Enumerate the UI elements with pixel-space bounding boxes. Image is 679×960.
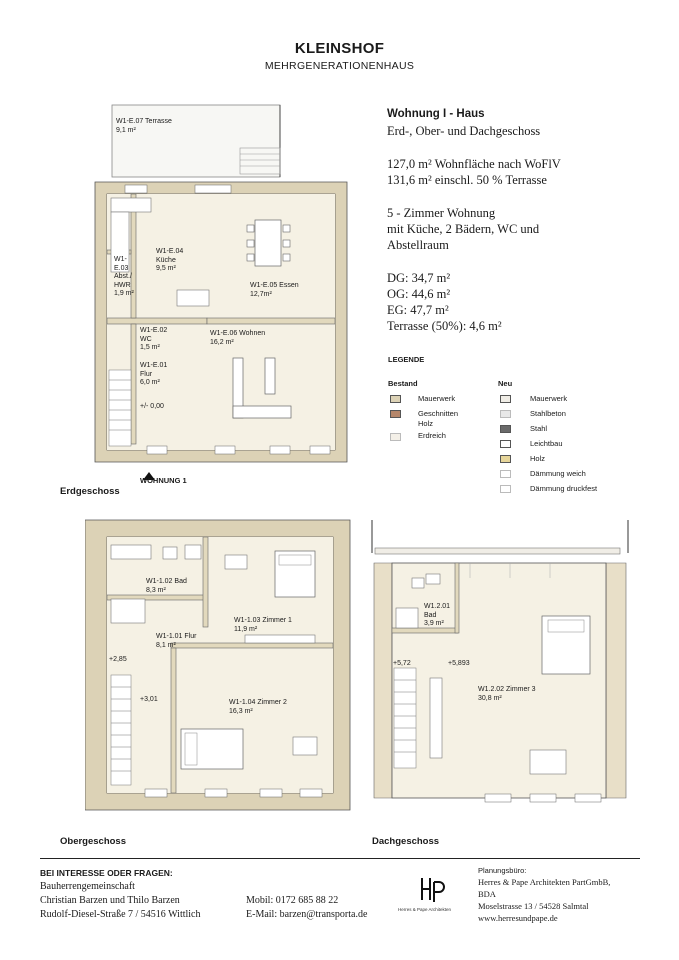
office-website[interactable]: www.herresundpape.de [478, 913, 558, 923]
legend-swatch-daemmung-weich [500, 470, 511, 478]
rooms-line-1: 5 - Zimmer Wohnung [387, 206, 496, 220]
legend-title: LEGENDE [388, 355, 425, 364]
level-og-1: +2,85 [109, 656, 127, 663]
legend-swatch-mauerwerk-bestand [390, 395, 401, 403]
contact-mobile: Mobil: 0172 685 88 22 [246, 895, 339, 906]
architect-logo-icon [416, 874, 446, 904]
contact-line-1: Bauherrengemeinschaft [40, 881, 135, 892]
room-wc: W1-E.02 WC 1,5 m² [140, 327, 168, 351]
unit-floors: Erd-, Ober- und Dachgeschoss [387, 124, 541, 138]
legend-item-mauerwerk-bestand: Mauerwerk [418, 394, 456, 403]
legend-swatch-stahl [500, 425, 511, 433]
level-eg: +/- 0,00 [140, 403, 164, 410]
logo-caption: Herres & Pape Architekten [398, 907, 452, 912]
living-area: 127,0 m² Wohnfläche nach WoFlV [387, 157, 561, 171]
legend-swatch-leichtbau [500, 440, 511, 448]
document-title: KLEINSHOF [294, 40, 385, 57]
label-obergeschoss: Obergeschoss [60, 836, 126, 847]
room-zimmer-2: W1-1.04 Zimmer 2 16,3 m² [229, 699, 287, 715]
legend-item-stahlbeton: Stahlbeton [530, 409, 566, 418]
contact-email[interactable]: E-Mail: barzen@transporta.de [246, 909, 368, 920]
legend-swatch-erdreich [390, 433, 401, 441]
area-eg: EG: 47,7 m² [387, 303, 449, 317]
legend-item-daemmung-weich: Dämmung weich [530, 469, 586, 478]
area-og: OG: 44,6 m² [387, 287, 451, 301]
room-flur-og: W1-1.01 Flur 8,1 m² [156, 633, 197, 649]
contact-line-3: Rudolf-Diesel-Straße 7 / 54516 Wittlich [40, 909, 201, 920]
legend-item-leichtbau: Leichtbau [530, 439, 563, 448]
legend-item-erdreich: Erdreich [418, 431, 446, 440]
room-abst: W1- E.03 Abst./ HWR 1,9 m² [114, 256, 134, 297]
legend-swatch-holz-bestand [390, 410, 401, 418]
document-subtitle: MEHRGENERATIONENHAUS [264, 60, 415, 72]
office-line-3: Moselstrasse 13 / 54528 Salmtal [478, 901, 589, 911]
upper-floor-plan [85, 515, 355, 815]
room-bad-og: W1-1.02 Bad 8,3 m² [146, 578, 187, 594]
legend-swatch-daemmung-druckfest [500, 485, 511, 493]
room-bad-dg: W1.2.01 Bad 3,9 m² [424, 603, 451, 627]
unit-heading: Wohnung I - Haus [387, 108, 485, 120]
room-wohnen: W1-E.06 Wohnen 16,2 m² [210, 330, 266, 346]
legend-bestand-label: Bestand [388, 379, 418, 388]
legend-item-stahl: Stahl [530, 424, 548, 433]
room-zimmer-3: W1.2.02 Zimmer 3 30,8 m² [478, 686, 536, 702]
legend-item-mauerwerk-neu: Mauerwerk [530, 394, 568, 403]
total-area: 131,6 m² einschl. 50 % Terrasse [387, 173, 547, 187]
room-terrasse: W1-E.07 Terrasse 9,1 m² [116, 118, 172, 134]
entrance-label: WOHNUNG 1 [140, 476, 187, 485]
level-dg-1: +5,72 [393, 660, 411, 667]
office-line-2: BDA [478, 889, 496, 899]
label-erdgeschoss: Erdgeschoss [60, 486, 120, 497]
level-dg-2: +5,893 [448, 660, 470, 667]
contact-line-2: Christian Barzen und Thilo Barzen [40, 895, 180, 906]
area-dg: DG: 34,7 m² [387, 271, 451, 285]
room-zimmer-1: W1-1.03 Zimmer 1 11,9 m² [234, 617, 292, 633]
area-terrasse: Terrasse (50%): 4,6 m² [387, 319, 502, 333]
legend-item-holz-bestand: Geschnitten Holz [418, 409, 459, 428]
legend-item-holz-neu: Holz [530, 454, 546, 463]
room-flur-eg: W1-E.01 Flur 6,0 m² [140, 362, 168, 386]
footer-divider [40, 858, 640, 859]
contact-heading: BEI INTERESSE ODER FRAGEN: [40, 868, 173, 878]
level-og-2: +3,01 [140, 696, 158, 703]
legend-swatch-holz-neu [500, 455, 511, 463]
room-kueche: W1-E.04 Küche 9,5 m² [156, 248, 184, 272]
legend-item-daemmung-druckfest: Dämmung druckfest [530, 484, 598, 493]
attic-floor-area [392, 563, 606, 798]
legend-swatch-mauerwerk-neu [500, 395, 511, 403]
label-dachgeschoss: Dachgeschoss [372, 836, 440, 847]
legend-swatch-stahlbeton [500, 410, 511, 418]
office-line-1: Herres & Pape Architekten PartGmbB, [478, 877, 611, 887]
legend-neu-label: Neu [498, 379, 513, 388]
rooms-line-2: mit Küche, 2 Bädern, WC und [387, 222, 540, 236]
room-essen: W1-E.05 Essen 12,7m² [250, 282, 299, 298]
office-heading: Planungsbüro: [478, 866, 527, 875]
rooms-line-3: Abstellraum [387, 238, 449, 252]
